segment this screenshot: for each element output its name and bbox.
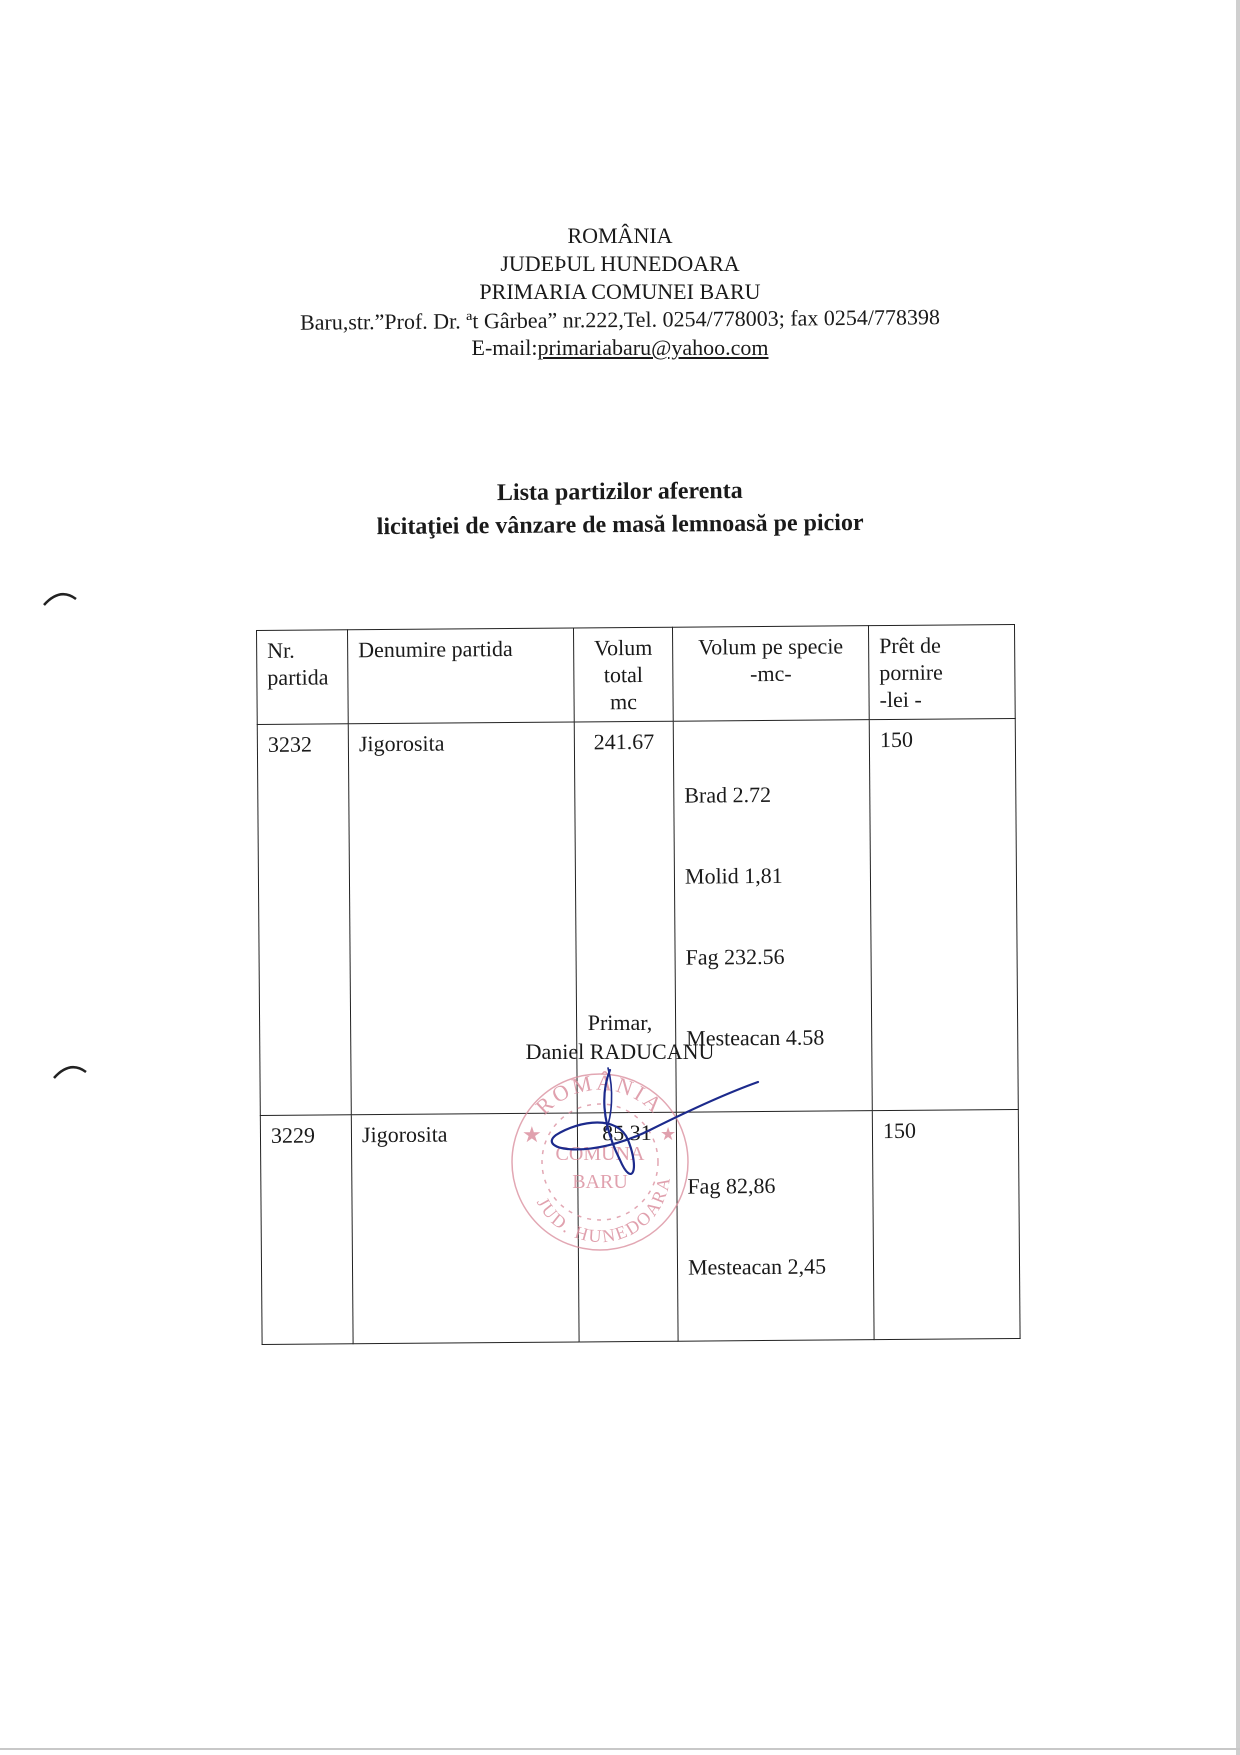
handwritten-signature <box>540 1060 760 1190</box>
address-line: Baru,str.”Prof. Dr. ªt Gârbea” nr.222,Tel. 0254/778003; fax 0254/778398 <box>299 304 941 335</box>
header-nr <box>257 630 349 725</box>
cell-name: Jigorosita <box>348 722 577 1115</box>
header-species <box>672 626 869 722</box>
header-nr-line-1: Nr. <box>267 637 295 663</box>
signature-block <box>0 1008 1240 1066</box>
country-line: ROMÂNIA <box>567 223 673 248</box>
header-volume-line-3: mc <box>610 689 638 715</box>
svg-text:BARU: BARU <box>572 1171 628 1193</box>
header-name-text: Denumire partida <box>358 635 513 663</box>
header-price <box>868 625 1015 720</box>
header-species-line-2: -mc- <box>749 660 792 687</box>
title-line-2: licitaţiei de vânzare de masă lemnoasă pe picior <box>376 509 864 541</box>
email-link[interactable]: primariabaru@yahoo.com <box>537 335 769 360</box>
email-label: E-mail: <box>471 335 538 360</box>
svg-text:★: ★ <box>660 1124 677 1144</box>
title-line-1: Lista partizilor aferenta <box>496 477 743 507</box>
header-species-line-1: Volum pe specie <box>698 633 844 660</box>
header-volume-line-2: total <box>603 661 644 688</box>
svg-text:JUD. HUNEDOARA: JUD. HUNEDOARA <box>533 1174 675 1247</box>
header-nr-line-2: partida <box>267 664 329 690</box>
signer-role: Primar, <box>587 1010 653 1035</box>
cell-nr: 3229 <box>260 1115 353 1345</box>
institution-line: PRIMARIA COMUNEI BARU <box>479 279 761 304</box>
species-entry: Mesteacan 4.58 <box>686 1024 825 1051</box>
header-name <box>348 628 575 724</box>
species-entry: Mesteacan 2,45 <box>687 1253 827 1280</box>
punch-hole-top <box>40 585 80 609</box>
svg-text:ROMÂNIA: ROMÂNIA <box>530 1069 670 1120</box>
cell-price: 150 <box>869 719 1018 1111</box>
signer-name: Daniel RADUCANU <box>525 1039 715 1064</box>
cell-price: 150 <box>872 1110 1020 1340</box>
species-entry: Molid 1,81 <box>684 862 783 889</box>
svg-text:★: ★ <box>522 1122 542 1147</box>
email-line <box>0 334 1240 362</box>
letterhead <box>0 222 1240 362</box>
species-entry: Fag 82,86 <box>687 1172 776 1199</box>
header-price-line-2: pornire <box>879 659 943 686</box>
cell-nr: 3232 <box>257 724 351 1116</box>
header-price-line-3: -lei - <box>879 686 922 713</box>
scan-edge-bottom <box>0 1748 1240 1750</box>
cell-name: Jigorosita <box>351 1113 579 1344</box>
species-entry: Brad 2.72 <box>684 781 772 808</box>
cell-volume: 241.67 <box>574 721 676 1113</box>
header-volume <box>573 627 673 722</box>
cell-volume: 85.31 <box>577 1112 678 1342</box>
document-title <box>0 471 1240 548</box>
header-volume-line-1: Volum <box>593 634 653 661</box>
svg-text:COMUNA: COMUNA <box>555 1143 645 1165</box>
table-header-row <box>257 625 1016 725</box>
species-entry: Fag 232.56 <box>685 943 785 970</box>
scan-edge-right <box>1236 0 1240 1755</box>
county-line: JUDEÞUL HUNEDOARA <box>500 251 740 276</box>
header-price-line-1: Prêt de <box>879 632 941 659</box>
